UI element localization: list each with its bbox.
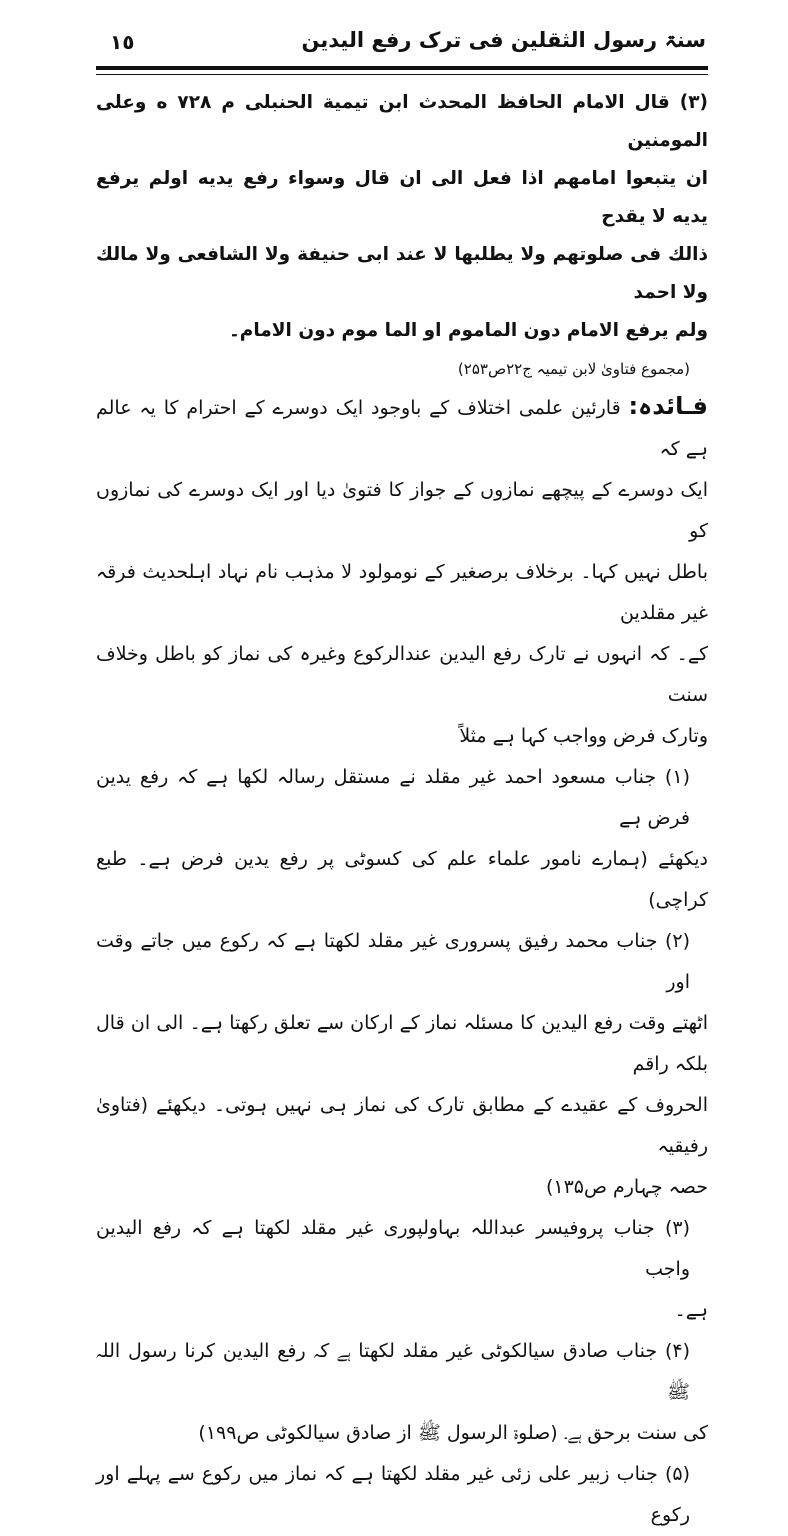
item-line: (۴) جناب صادق سیالکوٹی غیر مقلد لکھتا ہے کہ رفع الیدین کرنا رسول اللہ ﷺ: [96, 1340, 690, 1403]
arabic-line: ان يتبعوا امامهم اذا فعل الى ان قال وسواء رفع يديه اولم يرفع يديه لا يقدح: [96, 168, 708, 227]
item-line: حصہ چہارم ص۱۳۵): [545, 1176, 708, 1198]
faida-line: [96, 386, 708, 470]
item-line: دیکھئے (ہمارے نامور علماء علم کی کسوٹی پر رفع یدین فرض ہے۔ طبع کراچی): [96, 848, 708, 911]
faida-text: قارئین علمی اختلاف کے باوجود ایک دوسرے کے احترام کا یہ عالم ہے کہ: [96, 397, 708, 460]
page-number: ١٥: [110, 30, 135, 54]
item-line: اٹھتے وقت رفع الیدین کا مسئلہ نماز کے ارکان سے تعلق رکھتا ہے۔ الی ان قال بلکہ راقم: [96, 1012, 708, 1075]
page-header: [96, 28, 706, 66]
item-line: (۳) جناب پروفیسر عبداللہ بہاولپوری غیر مقلد لکھتا ہے کہ رفع الیدین واجب: [96, 1217, 690, 1280]
item-line: (۵) جناب زبیر علی زئی غیر مقلد لکھتا ہے کہ نماز میں رکوع سے پہلے اور رکوع: [96, 1463, 690, 1526]
faida-line: باطل نہیں کہا۔ برخلاف برصغیر کے نومولود لا مذہب نام نہاد اہلحدیث فرقہ غیر مقلدین: [96, 561, 708, 624]
item-line: الحروف کے عقیدے کے مطابق تارک کی نماز ہی نہیں ہوتی۔ دیکھئے (فتاویٰ رفیقیہ: [96, 1094, 708, 1157]
header-rule-thick: [96, 66, 708, 70]
item-line: (۲) جناب محمد رفیق پسروری غیر مقلد لکھتا ہے کہ رکوع میں جاتے وقت اور: [96, 930, 690, 993]
item-line: (۱) جناب مسعود احمد غیر مقلد نے مستقل رسالہ لکھا ہے کہ رفع یدین فرض ہے: [96, 766, 690, 829]
running-title: سنۃ رسول الثقلین فی ترک رفع الیدین: [301, 28, 706, 52]
arabic-quote: [96, 84, 708, 350]
faida-line: ایک دوسرے کے پیچھے نمازوں کے جواز کا فتویٰ دیا اور ایک دوسرے کی نمازوں کو: [96, 479, 708, 542]
faida-label: فـائدہ:: [628, 392, 708, 420]
arabic-line: ذالك فى صلوتهم ولا يطلبها لا عند ابى حنيفة ولا الشافعى ولا مالك ولا احمد: [96, 244, 708, 303]
page-body: [96, 84, 708, 1536]
arabic-line: (٣) قال الامام الحافظ المحدث ابن تيمية الحنبلى م ٧٢٨ ه وعلى المومنين: [96, 92, 708, 151]
item-line: ہے۔: [674, 1299, 708, 1321]
faida-section: [96, 386, 708, 1536]
quote-reference: (مجموع فتاویٰ لابن تیمیہ ج۲۲ص۲۵۳): [457, 360, 690, 378]
faida-line: کے۔ کہ انہوں نے تارک رفع الیدین عندالرکوع وغیرہ کی نماز کو باطل وخلاف سنت: [96, 643, 708, 706]
arabic-line: ولم يرفع الامام دون الماموم او الما موم دون الامام۔: [228, 320, 708, 341]
header-rule-thin: [96, 74, 708, 75]
faida-line: وتارک فرض وواجب کہا ہے مثلاً: [459, 725, 708, 747]
item-line: کی سنت برحق ہے۔ (صلوۃ الرسول ﷺ از صادق سیالکوٹی ص۱۹۹): [198, 1422, 708, 1444]
